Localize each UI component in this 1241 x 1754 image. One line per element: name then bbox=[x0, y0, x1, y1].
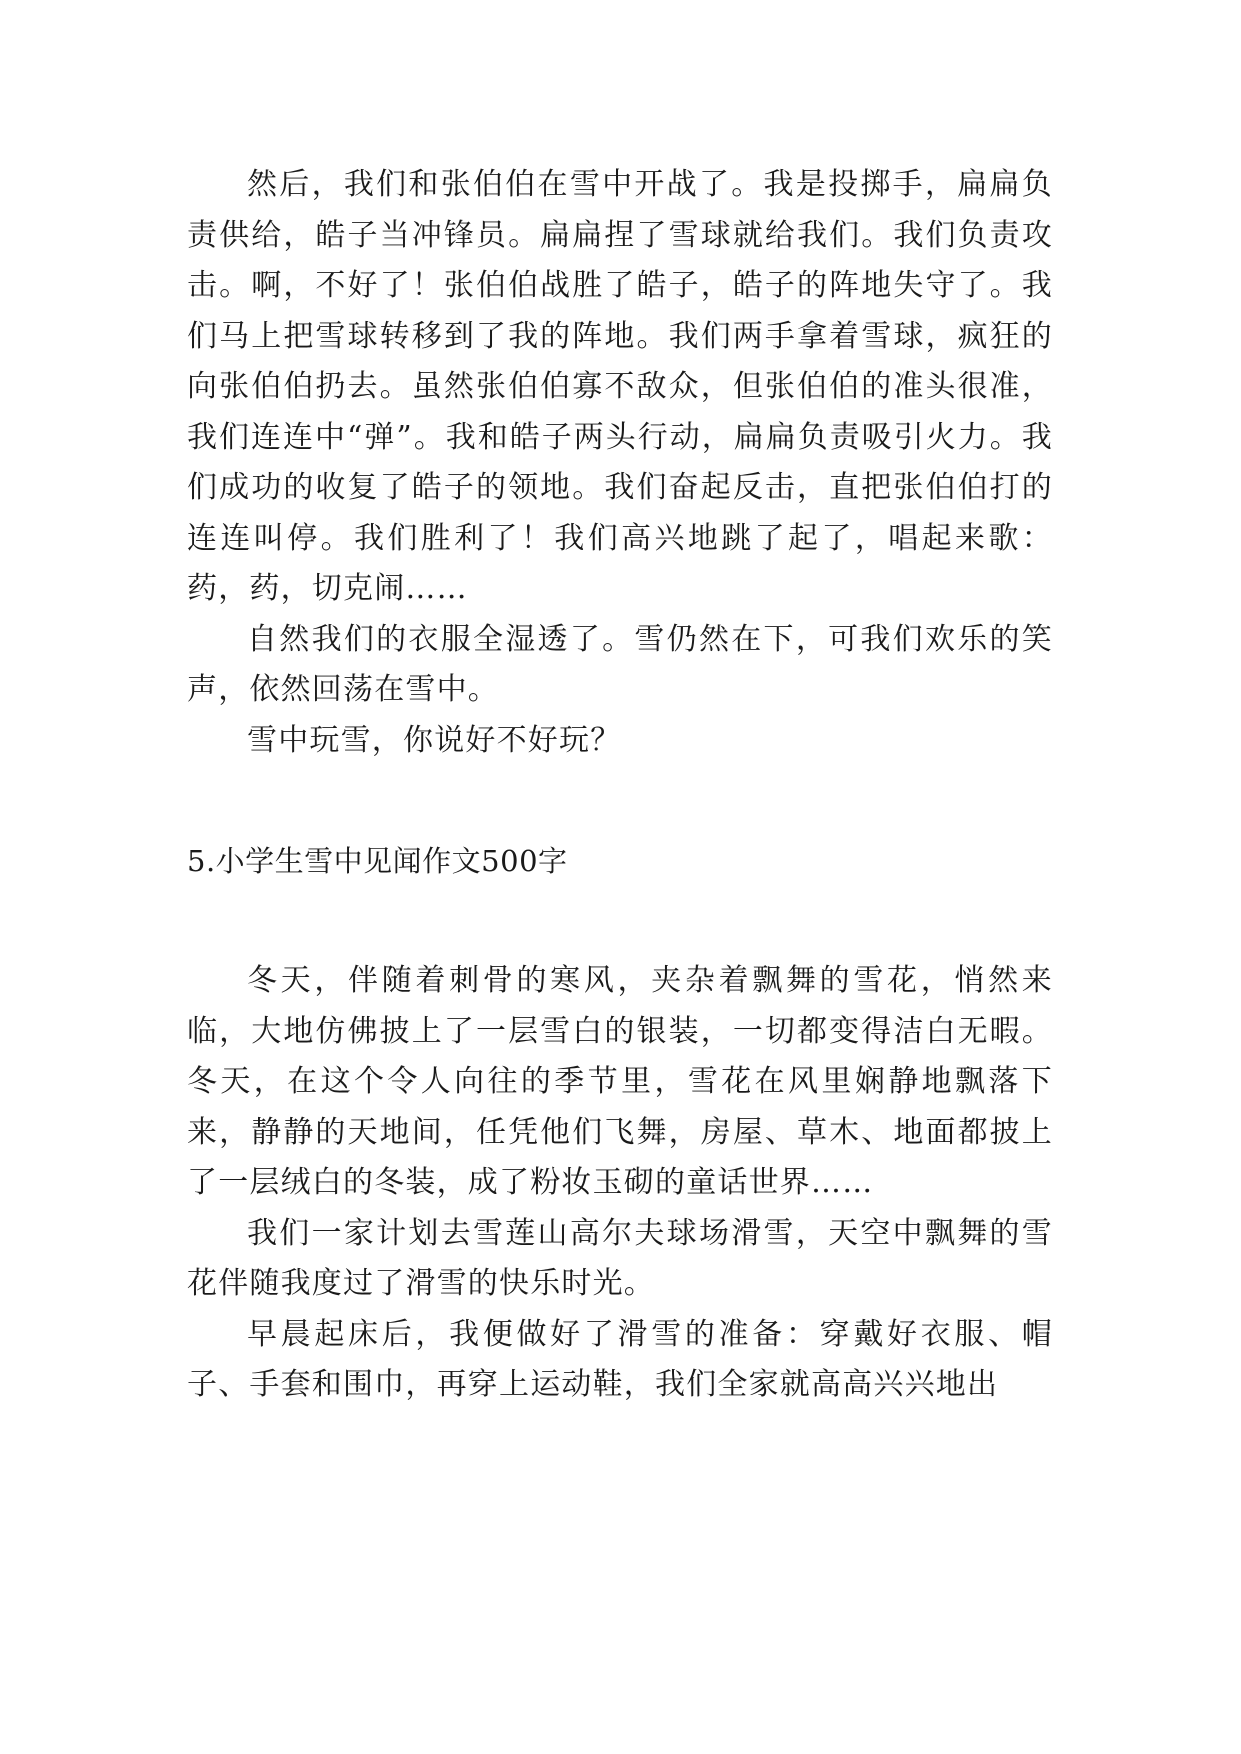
paragraph-snowball-fight: 然后，我们和张伯伯在雪中开战了。我是投掷手，扁扁负责供给，皓子当冲锋员。扁扁捏了雪球就给我们。我们负责攻击。啊，不好了！张伯伯战胜了皓子，皓子的阵地失守了。我们马上把雪球转移到了我的阵地。我们两手拿着雪球，疯狂的向张伯伯扔去。虽然张伯伯寡不敌众，但张伯伯的准头很准，我们连连中“弹”。我和皓子两头行动，扁扁负责吸引火力。我们成功的收复了皓子的领地。我们奋起反击，直把张伯伯打的连连叫停。我们胜利了！我们高兴地跳了起了，唱起来歌：药，药，切克闹…… bbox=[187, 167, 1053, 606]
paragraph-wet-clothes: 自然我们的衣服全湿透了。雪仍然在下，可我们欢乐的笑声，依然回荡在雪中。 bbox=[187, 621, 1053, 707]
paragraph-question: 雪中玩雪，你说好不好玩？ bbox=[247, 722, 622, 758]
paragraph-family-plan: 我们一家计划去雪莲山高尔夫球场滑雪，天空中飘舞的雪花伴随我度过了滑雪的快乐时光。 bbox=[187, 1215, 1053, 1301]
essay-heading: 5.小学生雪中见闻作文500字 bbox=[187, 844, 568, 878]
document-page bbox=[187, 160, 1053, 1411]
paragraph-winter-intro: 冬天，伴随着刺骨的寒风，夹杂着飘舞的雪花，悄然来临，大地仿佛披上了一层雪白的银装，一切都变得洁白无暇。冬天，在这个令人向往的季节里，雪花在风里娴静地飘落下来，静静的天地间，任凭他们飞舞，房屋、草木、地面都披上了一层绒白的冬装，成了粉妆玉砌的童话世界…… bbox=[187, 963, 1053, 1200]
paragraph-morning-prep: 早晨起床后，我便做好了滑雪的准备：穿戴好衣服、帽子、手套和围巾，再穿上运动鞋，我们全家就高高兴兴地出 bbox=[187, 1316, 1053, 1402]
